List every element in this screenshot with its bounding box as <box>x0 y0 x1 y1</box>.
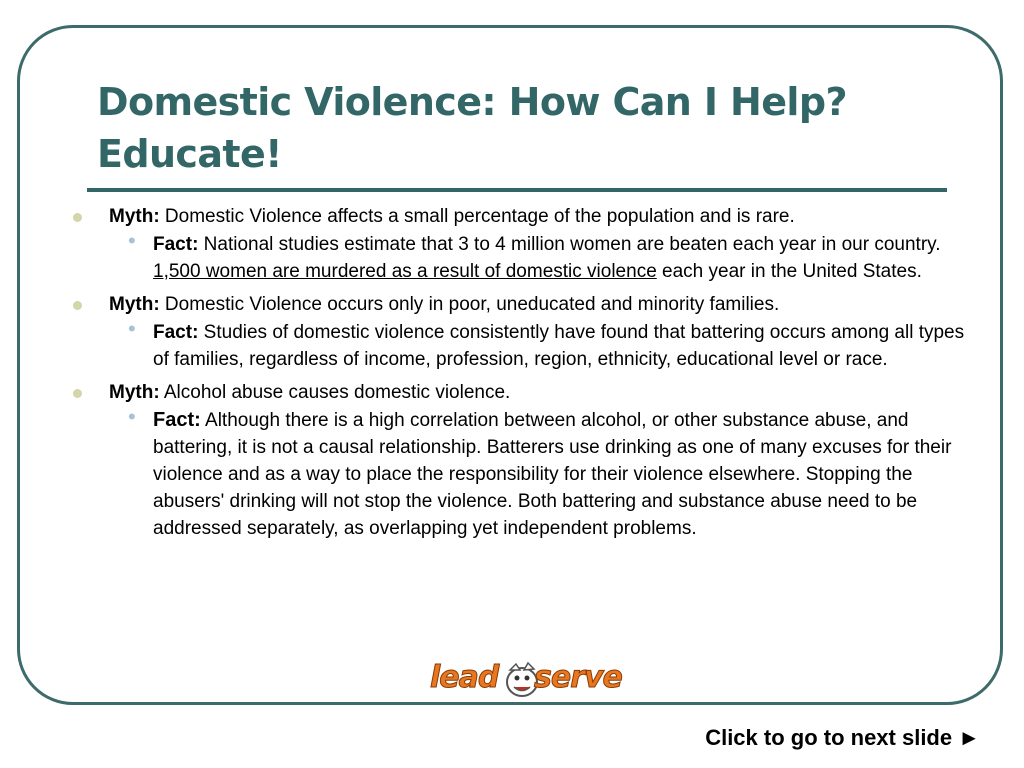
myth-text: Alcohol abuse causes domestic violence. <box>159 382 511 403</box>
blue-bullet-icon: • <box>128 316 136 341</box>
fact-label: Fact: <box>153 322 199 343</box>
fact-label: Fact: <box>153 234 199 255</box>
fact-text-underlined: 1,500 women are murdered as a result of domestic violence <box>153 261 657 282</box>
olive-bullet-icon <box>73 389 82 398</box>
fact-list-3 <box>70 404 980 542</box>
myth-fact-list <box>70 203 980 548</box>
fact-text-before: National studies estimate that 3 to 4 million women are beaten each year in our country. <box>198 234 941 255</box>
fact-item-1 <box>70 228 980 285</box>
title-line-2: Educate! <box>97 132 282 176</box>
fact-item-2 <box>70 316 980 373</box>
olive-bullet-icon <box>73 301 82 310</box>
title-divider <box>87 188 947 192</box>
fact-list-1 <box>70 228 980 285</box>
myth-label: Myth: <box>109 382 160 403</box>
blue-bullet-icon: • <box>128 228 136 253</box>
myth-text: Domestic Violence occurs only in poor, uneducated and minority families. <box>159 294 780 315</box>
blue-bullet-icon: • <box>128 404 136 429</box>
myth-label: Myth: <box>109 206 160 227</box>
logo-word-serve: serve <box>534 660 622 695</box>
myth-item-3 <box>70 379 980 406</box>
fact-label: Fact: <box>153 409 201 431</box>
myth-item-1 <box>70 203 980 230</box>
myth-text: Domestic Violence affects a small percentage of the population and is rare. <box>159 206 795 227</box>
fact-item-3 <box>70 404 980 542</box>
slide-title <box>97 76 937 180</box>
logo-word-lead: lead <box>430 660 499 695</box>
myth-item-2 <box>70 291 980 318</box>
title-line-1: Domestic Violence: How Can I Help? <box>97 80 847 124</box>
lead-serve-logo <box>430 658 630 702</box>
fact-list-2 <box>70 316 980 373</box>
olive-bullet-icon <box>73 213 82 222</box>
fact-text: Although there is a high correlation between alcohol, or other substance abuse, and battering, it is not a causal relationship. Batterers use drinking as one of many excuses for their violence and as a way to place the responsibility for their violence elsewhere. Stopping the abusers' drinking will not stop the violence. Both battering and substance abuse need to be addressed separately, as overlapping yet independent problems. <box>153 410 952 539</box>
fact-text-after: each year in the United States. <box>656 261 922 282</box>
myth-label: Myth: <box>109 294 160 315</box>
fact-text: Studies of domestic violence consistently have found that battering occurs among all types of families, regardless of income, profession, region, ethnicity, educational level or race. <box>153 322 965 370</box>
next-slide-link[interactable]: Click to go to next slide ► <box>705 725 980 750</box>
